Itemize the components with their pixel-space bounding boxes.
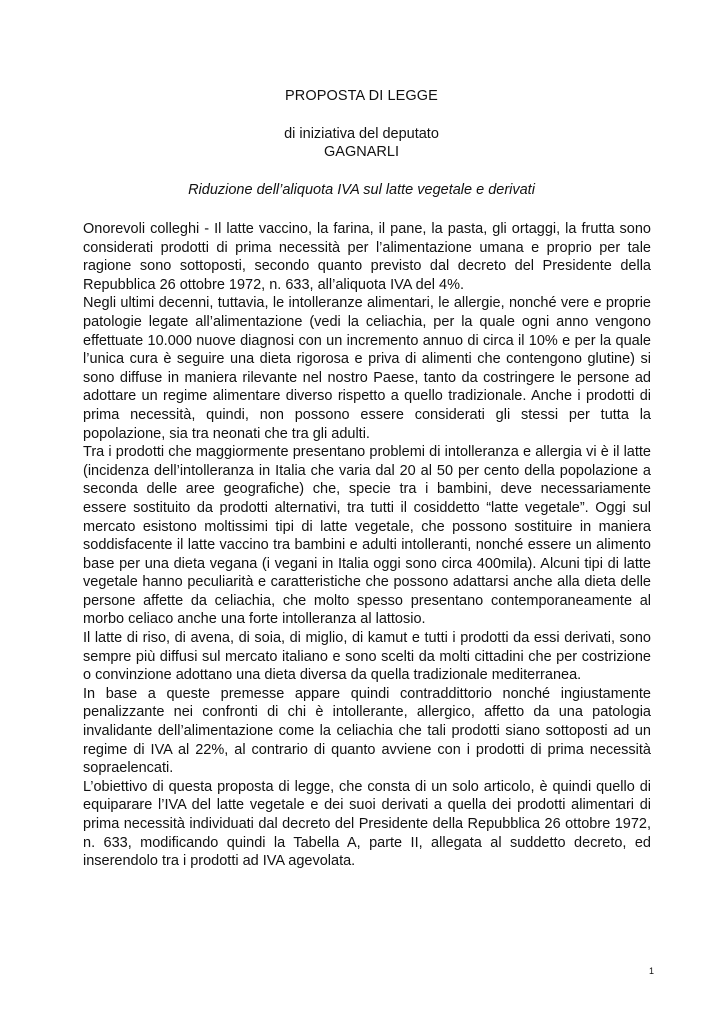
document-body — [83, 220, 651, 871]
deputy-name: GAGNARLI — [324, 144, 399, 160]
paragraph-1: Onorevoli colleghi - Il latte vaccino, la farina, il pane, la pasta, gli ortaggi, la frutta sono considerati prodotti di prima necessità per l’alimentazione umana e proprio per tale ragione sono sottoposti, secondo quanto previsto dal decreto del Presidente della Repubblica 26 ottobre 1972, n. 633, all’aliquota IVA del 4%. — [83, 221, 651, 293]
document-title: PROPOSTA DI LEGGE — [285, 88, 438, 104]
paragraph-5: In base a queste premesse appare quindi contraddittorio nonché ingiustamente penalizzante nei confronti di chi è intollerante, allergico, affetto da una patologia invalidante dell’alimentazione come la celiachia che tali prodotti siano sottoposti ad un regime di IVA al 22%, al contrario di quanto avviene con i prodotti di prima necessità sopraelencati. — [83, 685, 651, 777]
paragraph-4: Il latte di riso, di avena, di soia, di miglio, di kamut e tutti i prodotti da essi derivati, sono sempre più diffusi sul mercato italiano e sono scelti da molti cittadini che per costrizione o convinzione adottano una dieta diversa da quella tradizionale mediterranea. — [83, 630, 651, 684]
initiative-line: di iniziativa del deputato — [284, 126, 439, 142]
paragraph-3: Tra i prodotti che maggiormente presentano problemi di intolleranza e allergia vi è il latte (incidenza dell’intolleranza in Italia che varia dal 20 al 50 per cento della popolazione a seconda delle aree geografiche) che, specie tra i bambini, deve necessariamente essere sostituito da prodotti alternativi, tra tutti il cosiddetto “latte vegetale”. Oggi sul mercato esistono moltissimi tipi di latte vegetale, che possono sostituire in maniera soddisfacente il latte vaccino tra bambini e adulti intolleranti, nonché essere un alimento base per una dieta vegana (i vegani in Italia oggi sono circa 400mila). Alcuni tipi di latte vegetale hanno peculiarità e caratteristiche che possono adattarsi anche alla dieta delle persone affette da celiachia, che molto spesso presentano contemporaneamente al morbo celiaco anche una forte intolleranza al lattosio. — [83, 444, 651, 628]
document-subtitle: Riduzione dell’aliquota IVA sul latte vegetale e derivati — [188, 182, 535, 198]
paragraph-6: L’obiettivo di questa proposta di legge, che consta di un solo articolo, è quindi quello di equiparare l’IVA del latte vegetale e dei suoi derivati a quella dei prodotti alimentari di prima necessità individuati dal decreto del Presidente della Repubblica 26 ottobre 1972, n. 633, modificando quindi la Tabella A, parte II, allegata al suddetto decreto, ed inserendolo tra i prodotti ad IVA agevolata. — [83, 778, 651, 870]
page-number: 1 — [649, 966, 655, 976]
initiative-block — [0, 125, 723, 161]
paragraph-2: Negli ultimi decenni, tuttavia, le intolleranze alimentari, le allergie, nonché vere e proprie patologie legate all’alimentazione (vedi la celiachia, per la quale ogni anno vengono effettuate 10.000 nuove diagnosi con un incremento annuo di circa il 10% e per la quale l’unica cura è seguire una dieta rigorosa e priva di alimenti che contengono glutine) si sono diffuse in maniera rilevante nel nostro Paese, tanto da costringere le persone ad adottare un regime alimentare diverso rispetto a quello tradizionale. Anche i prodotti di prima necessità, quindi, non possono essere considerati gli stessi per tutta la popolazione, sia tra neonati che tra gli adulti. — [83, 295, 651, 442]
